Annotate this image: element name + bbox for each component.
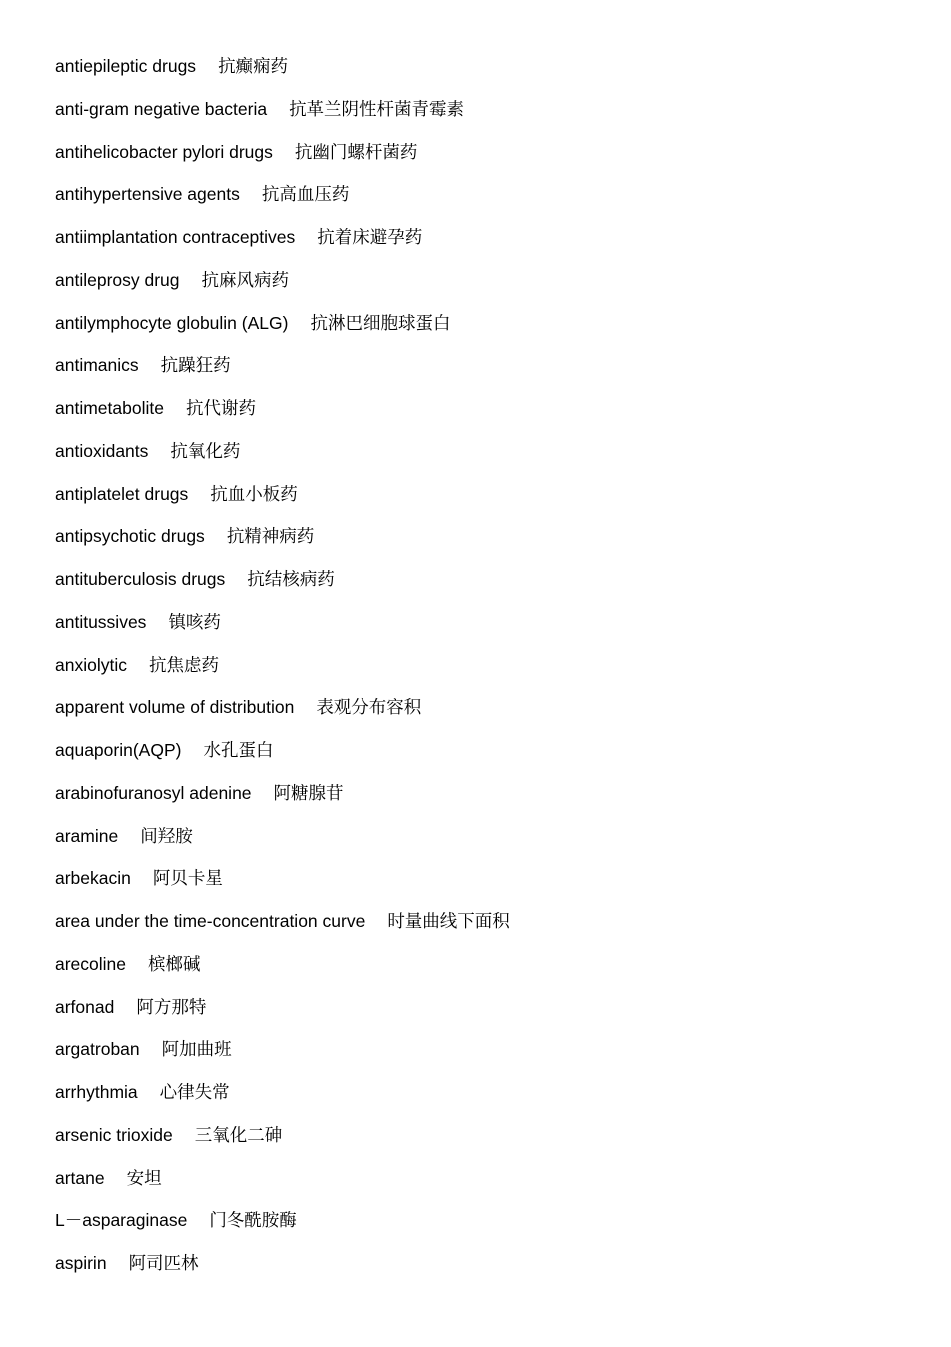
chinese-translation: 抗焦虑药 [148, 655, 219, 676]
glossary-entry [55, 995, 510, 1038]
glossary-entry [55, 567, 510, 610]
glossary-entry [55, 353, 510, 396]
chinese-translation: 时量曲线下面积 [387, 912, 510, 932]
glossary-entry [55, 1251, 510, 1294]
english-term: antilymphocyte globulin (ALG) [55, 312, 289, 333]
english-term: arabinofuranosyl adenine [55, 782, 252, 803]
chinese-translation: 抗麻风病药 [201, 270, 290, 291]
glossary-entry [55, 738, 510, 781]
english-term: antitussives [55, 611, 147, 632]
chinese-translation: 抗淋巴细胞球蛋白 [310, 313, 451, 334]
glossary-entry [55, 653, 510, 696]
glossary-entry [55, 54, 510, 97]
english-term: antioxidants [55, 440, 149, 461]
glossary-entry [55, 1166, 510, 1209]
english-term: artane [55, 1167, 105, 1188]
english-term: arfonad [55, 996, 115, 1017]
glossary-entry [55, 311, 510, 354]
chinese-translation: 阿司匹林 [128, 1254, 199, 1274]
glossary-entry [55, 97, 510, 140]
chinese-translation: 抗精神病药 [226, 527, 315, 548]
english-term: anti-gram negative bacteria [55, 98, 268, 119]
glossary-entry [55, 140, 510, 183]
glossary-entry [55, 1208, 510, 1251]
english-term: antiplatelet drugs [55, 483, 189, 504]
glossary-entry [55, 695, 510, 738]
english-term: antimetabolite [55, 398, 164, 418]
english-term: area under the time-concentration curve [55, 911, 366, 931]
chinese-translation: 槟榔碱 [148, 954, 201, 975]
chinese-translation: 心律失常 [159, 1083, 230, 1103]
glossary-entry [55, 439, 510, 482]
english-term: antipsychotic drugs [55, 526, 205, 547]
glossary-entry [55, 1080, 510, 1123]
glossary-entry [55, 866, 510, 909]
glossary-entry [55, 225, 510, 268]
chinese-translation: 间羟胺 [140, 826, 193, 847]
glossary-list [55, 54, 510, 1294]
english-term: aquaporin(AQP) [55, 740, 182, 760]
english-term: aramine [55, 825, 119, 846]
chinese-translation: 抗结核病药 [247, 570, 335, 590]
english-term: antileprosy drug [55, 269, 180, 290]
english-term: aspirin [55, 1253, 107, 1273]
english-term: arrhythmia [55, 1082, 138, 1102]
chinese-translation: 阿贝卡星 [152, 869, 223, 890]
glossary-entry [55, 824, 510, 867]
english-term: arecoline [55, 953, 127, 974]
english-term: antiepileptic drugs [55, 56, 197, 76]
english-term: antiimplantation contraceptives [55, 227, 296, 247]
english-term: antituberculosis drugs [55, 569, 226, 589]
glossary-entry [55, 482, 510, 525]
english-term: L－asparaginase [55, 1210, 188, 1231]
glossary-entry [55, 909, 510, 952]
chinese-translation: 抗着床避孕药 [317, 228, 423, 248]
chinese-translation: 三氧化二砷 [194, 1125, 283, 1146]
english-term: antihypertensive agents [55, 184, 240, 205]
chinese-translation: 抗革兰阴性杆菌青霉素 [289, 99, 465, 120]
glossary-entry [55, 952, 510, 995]
chinese-translation: 抗躁狂药 [160, 356, 231, 377]
glossary-entry [55, 524, 510, 567]
glossary-entry [55, 268, 510, 311]
glossary-entry [55, 1123, 510, 1166]
glossary-entry [55, 1037, 510, 1080]
english-term: apparent volume of distribution [55, 697, 295, 718]
glossary-entry [55, 781, 510, 824]
english-term: arsenic trioxide [55, 1124, 173, 1145]
glossary-entry [55, 396, 510, 439]
english-term: arbekacin [55, 868, 131, 889]
chinese-translation: 抗癫痫药 [218, 57, 289, 77]
chinese-translation: 镇咳药 [168, 612, 221, 633]
english-term: antimanics [55, 355, 139, 376]
english-term: antihelicobacter pylori drugs [55, 141, 273, 162]
chinese-translation: 门冬酰胺酶 [209, 1211, 297, 1232]
english-term: argatroban [55, 1039, 140, 1060]
glossary-entry [55, 610, 510, 653]
chinese-translation: 安坦 [126, 1168, 162, 1189]
chinese-translation: 抗血小板药 [210, 484, 298, 505]
glossary-entry [55, 182, 510, 225]
chinese-translation: 阿方那特 [136, 997, 207, 1018]
chinese-translation: 抗代谢药 [185, 399, 256, 419]
chinese-translation: 表观分布容积 [316, 698, 422, 719]
chinese-translation: 阿糖腺苷 [273, 783, 344, 804]
chinese-translation: 抗幽门螺杆菌药 [294, 142, 418, 163]
chinese-translation: 抗高血压药 [261, 185, 350, 206]
chinese-translation: 水孔蛋白 [203, 741, 274, 761]
chinese-translation: 阿加曲班 [161, 1040, 232, 1061]
english-term: anxiolytic [55, 654, 127, 675]
chinese-translation: 抗氧化药 [170, 441, 241, 462]
